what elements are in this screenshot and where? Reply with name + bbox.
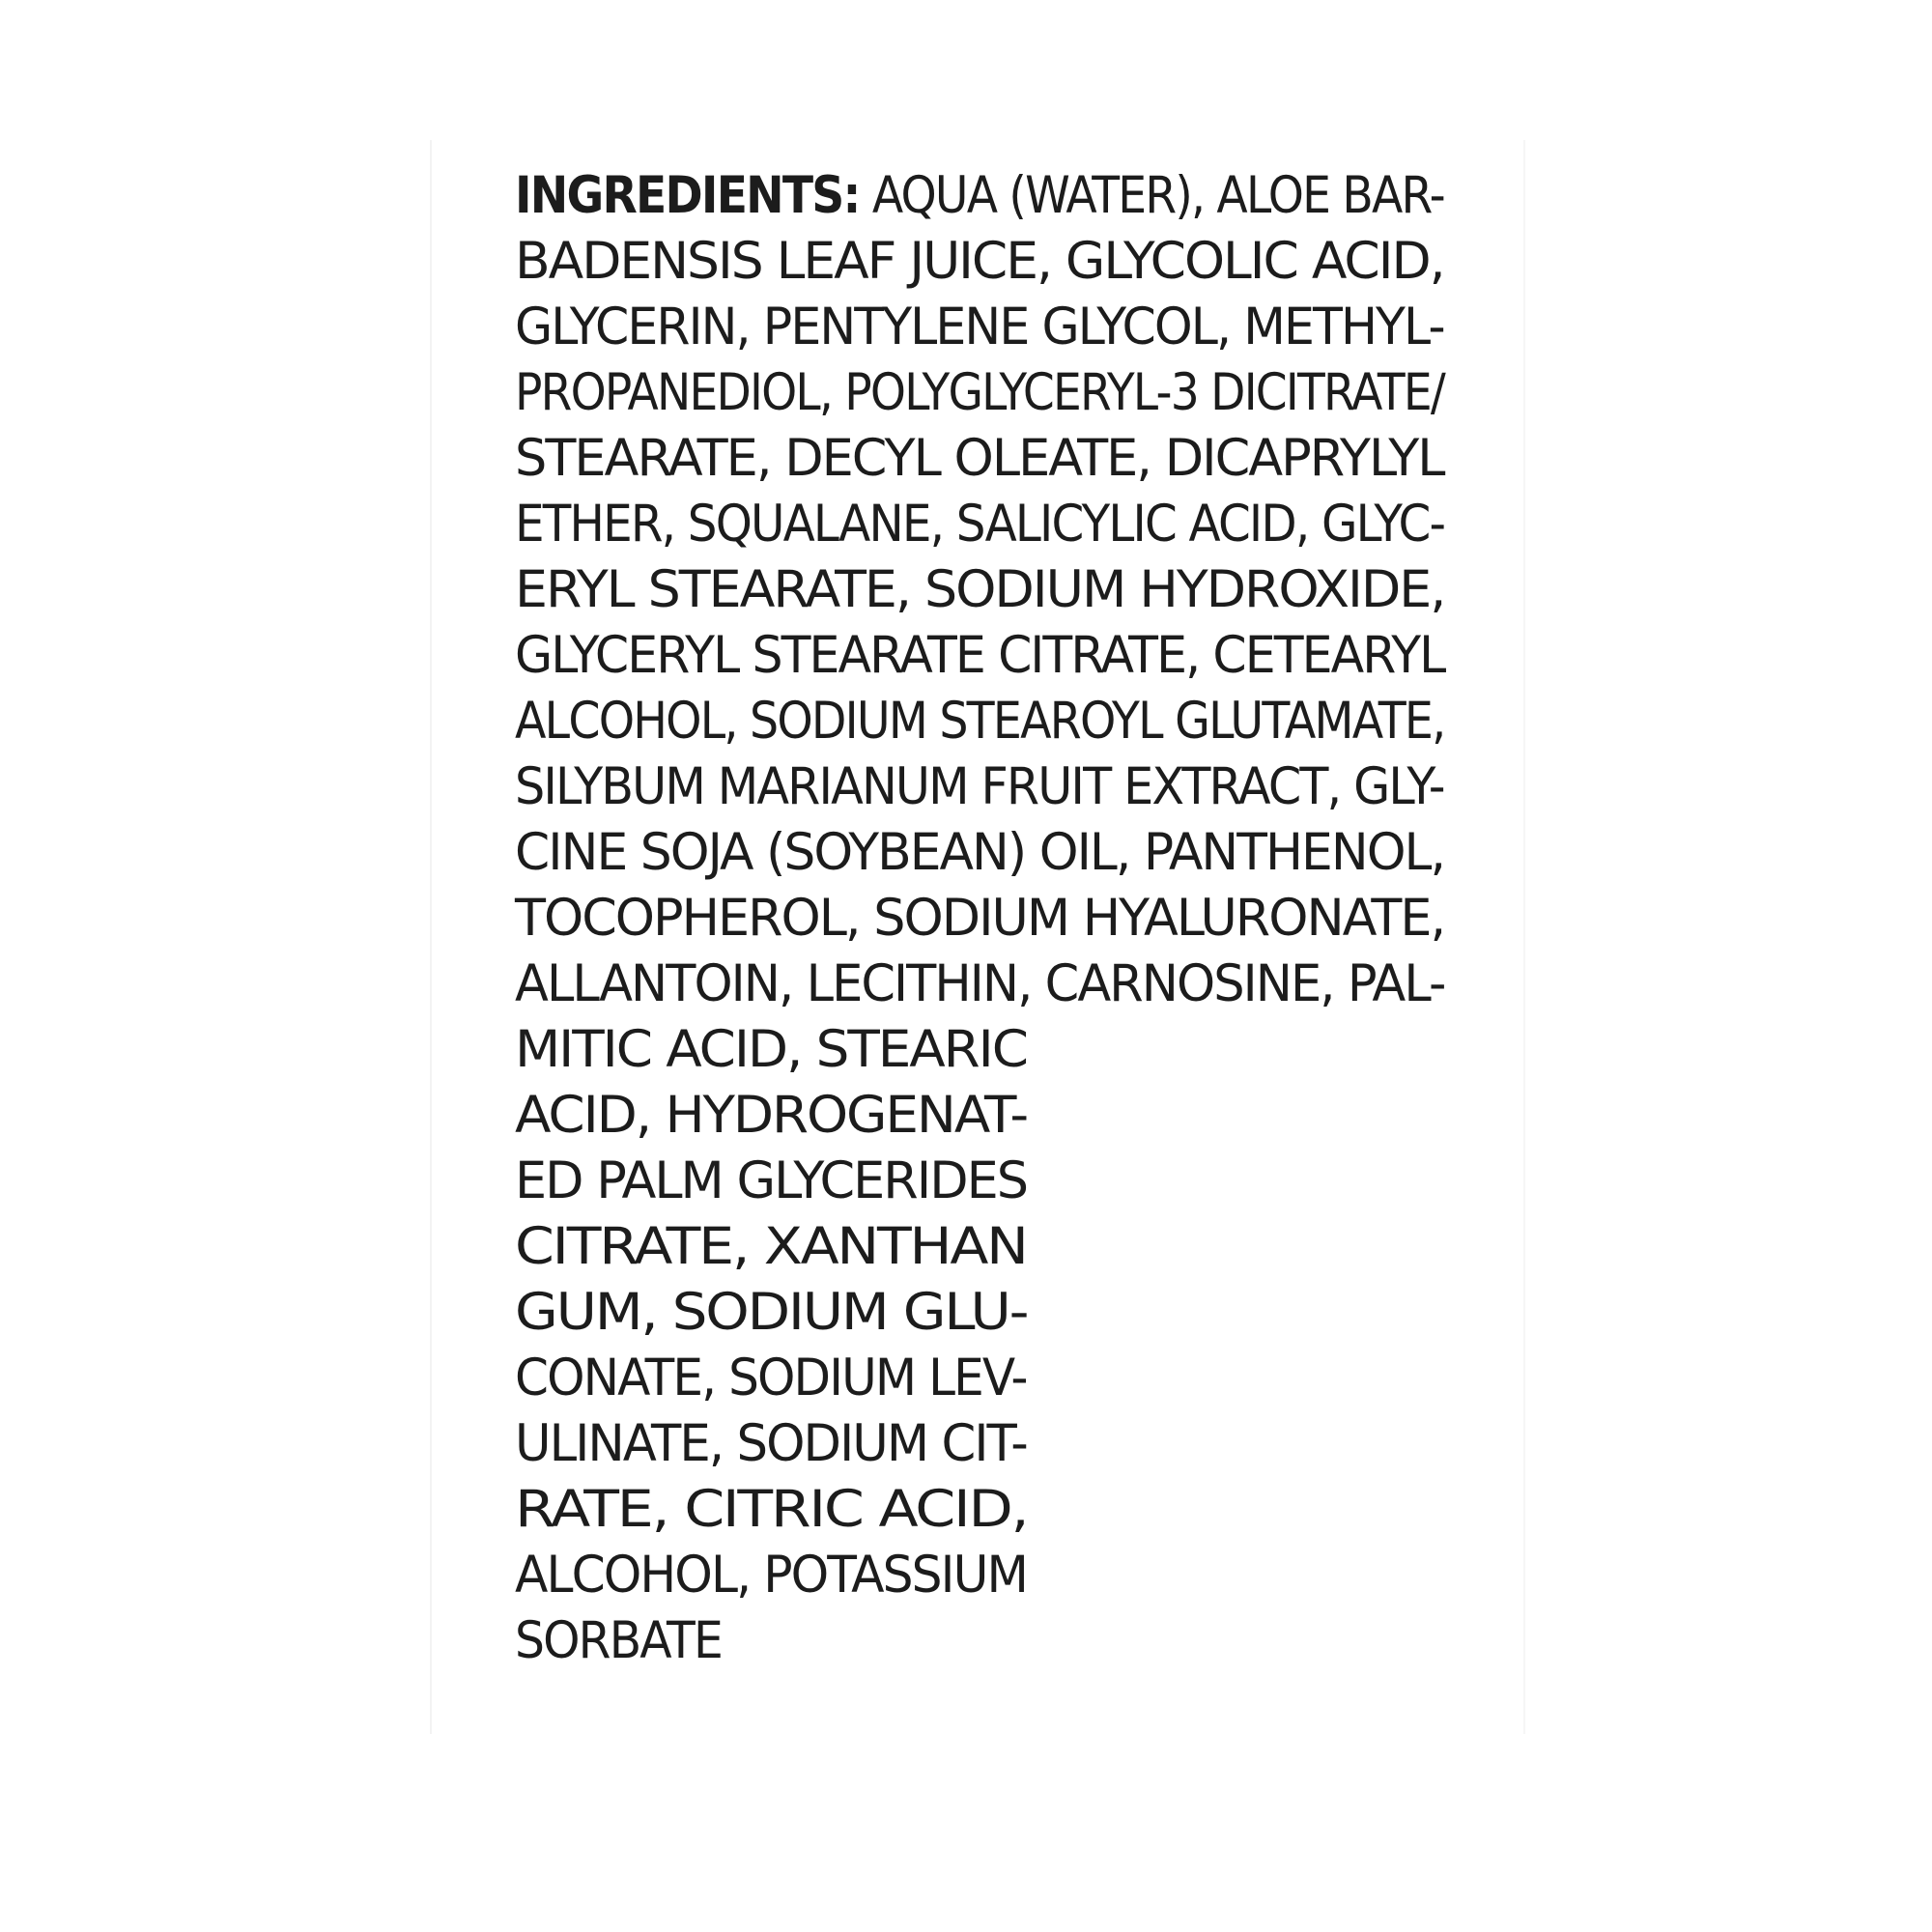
ingredients-line: MITIC ACID, STEARIC [515,1020,1027,1079]
ingredients-line: CITRATE, XANTHAN [515,1217,1027,1276]
ingredients-line: CINE SOJA (SOYBEAN) OIL, PANTHENOL, [515,823,1445,882]
ingredients-line: ALLANTOIN, LECITHIN, CARNOSINE, PAL- [515,954,1445,1013]
ingredients-line: PROPANEDIOL, POLYGLYCERYL-3 DICITRATE/ [515,363,1445,422]
ingredients-line: RATE, CITRIC ACID, [515,1480,1028,1539]
ingredients-heading: INGREDIENTS: [515,166,860,225]
ingredients-line: CONATE, SODIUM LEV- [515,1349,1027,1407]
ingredients-line: GLYCERYL STEARATE CITRATE, CETEARYL [515,626,1445,685]
ingredients-line: BADENSIS LEAF JUICE, GLYCOLIC ACID, [515,232,1444,291]
ingredients-line: ULINATE, SODIUM CIT- [515,1414,1027,1473]
ingredients-line: ERYL STEARATE, SODIUM HYDROXIDE, [515,560,1445,619]
ingredients-line: STEARATE, DECYL OLEATE, DICAPRYLYL [515,429,1444,488]
ingredients-line: SORBATE [515,1611,722,1670]
ingredients-line: GLYCERIN, PENTYLENE GLYCOL, METHYL- [515,298,1444,356]
ingredients-line: TOCOPHEROL, SODIUM HYALURONATE, [515,889,1445,948]
ingredients-line: ALCOHOL, SODIUM STEAROYL GLUTAMATE, [515,692,1445,751]
ingredients-line [515,162,1444,230]
ingredients-line: ACID, HYDROGENAT- [515,1086,1028,1145]
ingredients-line: GUM, SODIUM GLU- [515,1283,1028,1342]
ingredients-line: ETHER, SQUALANE, SALICYLIC ACID, GLYC- [515,495,1445,554]
ingredients-line-text: AQUA (WATER), ALOE BAR- [871,166,1444,225]
ingredients-line: ALCOHOL, POTASSIUM [515,1546,1027,1605]
ingredients-line: ED PALM GLYCERIDES [515,1151,1028,1210]
ingredients-line: SILYBUM MARIANUM FRUIT EXTRACT, GLY- [515,757,1444,816]
